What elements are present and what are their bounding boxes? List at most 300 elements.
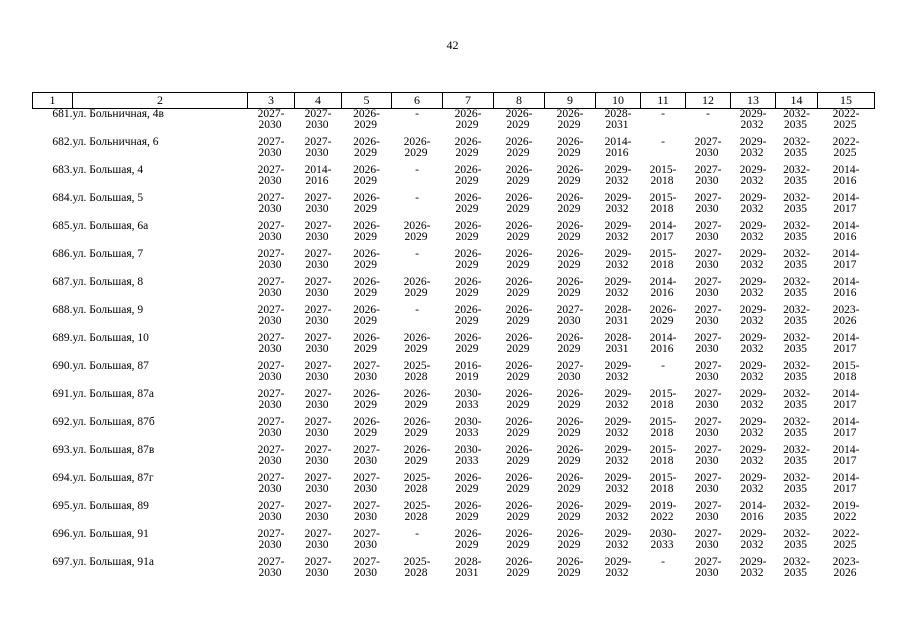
period-end: 2032 — [740, 398, 764, 411]
period-start: 2027- — [257, 415, 285, 428]
period-start: 2032- — [783, 331, 810, 344]
period-cell — [686, 557, 731, 585]
period-cell — [686, 361, 731, 389]
period-start: 2025- — [403, 471, 431, 484]
period-start: 2026- — [403, 135, 431, 148]
period-end: 2032 — [740, 174, 764, 187]
address-cell: ул. Больничная, 4в — [72, 108, 164, 120]
period-start: 2015- — [649, 247, 677, 260]
table-row — [33, 473, 875, 501]
period-cell — [776, 389, 818, 417]
period-end: 2032 — [605, 566, 629, 579]
period-end: 2035 — [784, 510, 807, 523]
period-start: 2029- — [739, 108, 767, 120]
period-cell — [248, 221, 295, 249]
period-cell — [686, 305, 731, 333]
address-cell: ул. Большая, 87 — [72, 359, 149, 372]
period-start: 2027- — [304, 415, 332, 428]
period-end: 2029 — [404, 454, 428, 467]
period-end: 2030 — [258, 454, 282, 467]
period-end: 2032 — [605, 230, 629, 243]
period-cell — [641, 165, 686, 193]
period-cell — [248, 305, 295, 333]
period-cell — [248, 445, 295, 473]
period-end: 2029 — [506, 146, 530, 159]
period-start: 2027- — [694, 303, 722, 316]
period-start: 2026- — [403, 443, 431, 456]
period-end: 2025 — [833, 119, 857, 131]
period-end: 2029 — [506, 370, 530, 383]
period-start: 2026- — [454, 527, 482, 540]
period-start: 2027- — [304, 443, 332, 456]
period-end: 2029 — [506, 342, 530, 355]
period-cell — [818, 445, 875, 473]
period-cell — [295, 221, 342, 249]
table-row — [33, 529, 875, 557]
period-start: 2026- — [556, 415, 584, 428]
period-cell — [494, 473, 545, 501]
period-cell — [392, 221, 443, 249]
period-cell — [818, 389, 875, 417]
address-cell: ул. Большая, 4 — [72, 163, 144, 176]
period-end: 2029 — [455, 174, 479, 187]
period-end: 2030 — [354, 510, 377, 523]
period-end: 2016 — [605, 146, 629, 159]
period-start: 2029- — [739, 247, 767, 260]
period-start: 2014- — [649, 275, 677, 288]
address-cell: ул. Большая, 87в — [72, 443, 155, 456]
period-start: 2015- — [649, 471, 677, 484]
period-end: 2029 — [557, 174, 581, 187]
period-start: 2027- — [694, 247, 722, 260]
period-cell — [545, 501, 596, 529]
period-start: 2022- — [832, 108, 860, 120]
period-cell — [295, 361, 342, 389]
period-start: 2026- — [353, 219, 380, 232]
period-cell — [342, 137, 392, 165]
period-end: 2030 — [258, 370, 282, 383]
period-end: 2018 — [650, 258, 674, 271]
period-cell — [641, 305, 686, 333]
period-start: 2028- — [604, 331, 632, 344]
period-cell — [342, 305, 392, 333]
period-cell — [731, 389, 776, 417]
period-start: 2029- — [604, 555, 632, 568]
period-end: 2029 — [455, 119, 479, 131]
period-end: 2030 — [258, 398, 282, 411]
period-start: 2029- — [604, 499, 632, 512]
period-cell — [295, 333, 342, 361]
address-cell: ул. Большая, 87а — [72, 387, 155, 400]
period-start: 2026- — [505, 499, 533, 512]
period-cell — [776, 557, 818, 585]
period-cell — [545, 473, 596, 501]
period-cell — [731, 557, 776, 585]
period-end: 2017 — [833, 426, 857, 439]
period-cell — [596, 193, 641, 221]
period-start: 2014- — [649, 331, 677, 344]
period-start: 2014- — [832, 191, 860, 204]
period-end: 2029 — [354, 398, 377, 411]
period-start: 2027- — [304, 303, 332, 316]
period-start: 2014- — [832, 219, 860, 232]
period-cell — [776, 361, 818, 389]
period-cell — [494, 137, 545, 165]
period-end: 2029 — [506, 258, 530, 271]
period-start: 2029- — [739, 219, 767, 232]
period-start: 2026- — [454, 275, 482, 288]
table-row — [33, 557, 875, 585]
period-end: 2018 — [833, 370, 857, 383]
period-cell — [545, 333, 596, 361]
period-end: 2030 — [305, 566, 329, 579]
period-start: 2032- — [783, 555, 810, 568]
period-start: 2029- — [739, 303, 767, 316]
period-start: 2026- — [556, 555, 584, 568]
period-start: 2026- — [454, 303, 482, 316]
period-cell — [776, 193, 818, 221]
period-end: 2035 — [784, 566, 807, 579]
table-row — [33, 417, 875, 445]
period-cell — [295, 277, 342, 305]
period-cell — [641, 417, 686, 445]
period-start: 2026- — [556, 247, 584, 260]
row-number: 687. — [52, 275, 73, 288]
period-start: 2029- — [604, 387, 632, 400]
period-cell — [641, 333, 686, 361]
period-end: 2030 — [305, 230, 329, 243]
period-end: 2018 — [650, 202, 674, 215]
period-start: 2027- — [694, 471, 722, 484]
period-cell — [342, 501, 392, 529]
table-header-row — [33, 93, 875, 109]
period-end: 2030 — [305, 454, 329, 467]
period-cell — [248, 557, 295, 585]
period-end: 2030 — [695, 482, 719, 495]
period-end: 2030 — [305, 398, 329, 411]
address-cell: ул. Большая, 6а — [72, 219, 149, 232]
period-cell — [776, 445, 818, 473]
period-cell — [818, 249, 875, 277]
period-start: 2026- — [505, 108, 533, 120]
period-start: 2026- — [556, 275, 584, 288]
table-row — [33, 221, 875, 249]
period-cell — [686, 389, 731, 417]
period-start: 2014- — [832, 387, 860, 400]
period-end: 2029 — [506, 398, 530, 411]
period-cell — [641, 361, 686, 389]
period-end: 2029 — [455, 146, 479, 159]
period-cell — [392, 417, 443, 445]
period-cell — [342, 193, 392, 221]
period-cell — [295, 501, 342, 529]
period-cell — [686, 277, 731, 305]
period-start: 2029- — [739, 163, 767, 176]
period-cell — [818, 221, 875, 249]
period-end: 2030 — [695, 258, 719, 271]
period-cell — [443, 557, 494, 585]
period-end: 2030 — [305, 342, 329, 355]
period-start: 2026- — [403, 415, 431, 428]
period-cell — [443, 109, 494, 137]
period-cell — [295, 417, 342, 445]
period-cell — [392, 249, 443, 277]
period-end: 2030 — [695, 566, 719, 579]
period-cell — [392, 557, 443, 585]
period-start: 2026- — [353, 135, 380, 148]
period-cell — [295, 249, 342, 277]
period-end: 2030 — [305, 202, 329, 215]
period-cell — [818, 473, 875, 501]
period-start: 2027- — [694, 331, 722, 344]
period-end: 2025 — [833, 538, 857, 551]
period-start: 2026- — [505, 471, 533, 484]
period-cell — [494, 109, 545, 137]
period-end: 2029 — [557, 202, 581, 215]
period-start: 2014- — [304, 163, 332, 176]
period-start: 2026- — [353, 303, 380, 316]
period-cell — [776, 501, 818, 529]
period-start: 2027- — [304, 387, 332, 400]
period-start: 2025- — [403, 359, 431, 372]
period-end: 2030 — [258, 119, 282, 131]
period-end: 2035 — [784, 174, 807, 187]
period-end: 2035 — [784, 230, 807, 243]
period-cell — [443, 221, 494, 249]
period-cell — [248, 165, 295, 193]
period-end: 2030 — [557, 314, 581, 327]
period-end: 2016 — [833, 230, 857, 243]
period-start: 2027- — [694, 443, 722, 456]
period-end: 2030 — [258, 482, 282, 495]
period-cell — [641, 137, 686, 165]
period-start: 2029- — [604, 275, 632, 288]
period-cell — [545, 193, 596, 221]
period-start: 2030- — [454, 415, 482, 428]
period-end: 2026 — [833, 314, 857, 327]
period-end: 2032 — [605, 174, 629, 187]
period-start: 2019- — [832, 499, 860, 512]
period-end: 2025 — [833, 146, 857, 159]
period-cell — [731, 193, 776, 221]
period-end: 2018 — [650, 174, 674, 187]
period-cell — [248, 193, 295, 221]
period-cell — [545, 389, 596, 417]
period-end: 2030 — [695, 202, 719, 215]
period-start: - — [706, 108, 710, 120]
period-start: 2027- — [694, 499, 722, 512]
period-end: 2029 — [404, 398, 428, 411]
period-end: 2029 — [557, 426, 581, 439]
period-start: 2027- — [257, 303, 285, 316]
period-start: 2032- — [783, 135, 810, 148]
address-cell: ул. Большая, 87б — [72, 415, 155, 428]
period-start: 2029- — [604, 219, 632, 232]
period-start: 2027- — [257, 443, 285, 456]
period-start: 2029- — [739, 415, 767, 428]
period-start: 2026- — [505, 415, 533, 428]
period-start: 2027- — [304, 108, 332, 120]
period-end: 2035 — [784, 398, 807, 411]
period-end: 2028 — [404, 370, 428, 383]
period-cell — [443, 305, 494, 333]
period-cell — [776, 333, 818, 361]
period-end: 2032 — [740, 119, 764, 131]
period-start: 2027- — [353, 471, 380, 484]
period-cell — [818, 193, 875, 221]
period-start: 2027- — [304, 275, 332, 288]
period-start: 2032- — [783, 108, 810, 120]
column-header: 13 — [731, 93, 776, 109]
period-cell — [641, 109, 686, 137]
period-cell — [342, 165, 392, 193]
period-cell — [545, 417, 596, 445]
period-cell — [248, 529, 295, 557]
period-end: 2035 — [784, 538, 807, 551]
period-end: 2035 — [784, 202, 807, 215]
row-number: 682. — [52, 135, 73, 148]
period-cell — [641, 389, 686, 417]
period-start: 2019- — [649, 499, 677, 512]
period-cell — [248, 109, 295, 137]
period-end: 2030 — [695, 314, 719, 327]
row-number: 689. — [52, 331, 73, 344]
table-row — [33, 333, 875, 361]
period-start: 2026- — [556, 527, 584, 540]
period-cell — [731, 277, 776, 305]
period-cell — [776, 221, 818, 249]
row-number: 693. — [52, 443, 73, 456]
period-start: 2032- — [783, 471, 810, 484]
period-cell — [494, 361, 545, 389]
period-end: 2030 — [305, 119, 329, 131]
table-row — [33, 501, 875, 529]
period-start: 2030- — [454, 443, 482, 456]
period-cell — [494, 417, 545, 445]
column-header: 9 — [545, 93, 596, 109]
period-end: 2029 — [506, 510, 530, 523]
period-cell — [443, 501, 494, 529]
period-end: 2030 — [305, 258, 329, 271]
period-start: 2027- — [257, 359, 285, 372]
period-start: 2026- — [556, 387, 584, 400]
period-start: 2027- — [694, 135, 722, 148]
period-start: 2027- — [257, 108, 285, 120]
period-end: 2029 — [354, 202, 377, 215]
period-start: 2029- — [604, 247, 632, 260]
period-end: 2029 — [404, 230, 428, 243]
period-cell — [641, 277, 686, 305]
row-number: 685. — [52, 219, 73, 232]
period-end: 2029 — [455, 482, 479, 495]
period-start: 2027- — [257, 163, 285, 176]
period-start: 2032- — [783, 359, 810, 372]
period-cell — [818, 501, 875, 529]
period-start: 2022- — [832, 527, 860, 540]
period-cell — [596, 221, 641, 249]
period-end: 2030 — [305, 286, 329, 299]
period-start: 2026- — [505, 303, 533, 316]
period-start: 2029- — [604, 359, 632, 372]
period-start: 2014- — [832, 163, 860, 176]
period-end: 2032 — [740, 202, 764, 215]
period-end: 2033 — [455, 426, 479, 439]
period-cell — [392, 193, 443, 221]
period-cell — [494, 193, 545, 221]
period-end: 2035 — [784, 146, 807, 159]
period-end: 2026 — [833, 566, 857, 579]
period-end: 2029 — [557, 230, 581, 243]
address-cell: ул. Большая, 7 — [72, 247, 144, 260]
period-cell — [295, 473, 342, 501]
period-start: 2027- — [257, 527, 285, 540]
period-start: 2026- — [505, 331, 533, 344]
period-end: 2029 — [650, 314, 674, 327]
period-cell — [443, 445, 494, 473]
period-start: 2032- — [783, 191, 810, 204]
period-start: 2029- — [739, 135, 767, 148]
period-cell — [342, 389, 392, 417]
period-start: 2029- — [739, 191, 767, 204]
period-cell — [545, 137, 596, 165]
period-end: 2032 — [605, 398, 629, 411]
period-cell — [295, 389, 342, 417]
period-start: 2028- — [604, 303, 632, 316]
period-end: 2017 — [833, 398, 857, 411]
period-start: 2027- — [304, 135, 332, 148]
period-start: 2027- — [353, 359, 380, 372]
period-end: 2028 — [404, 566, 428, 579]
period-end: 2030 — [258, 342, 282, 355]
row-number: 692. — [52, 415, 73, 428]
period-end: 2029 — [506, 482, 530, 495]
period-start: 2026- — [556, 191, 584, 204]
period-end: 2033 — [455, 398, 479, 411]
table-row — [33, 165, 875, 193]
table-body — [33, 109, 875, 585]
period-end: 2029 — [404, 286, 428, 299]
period-start: 2026- — [454, 191, 482, 204]
period-cell — [731, 305, 776, 333]
period-start: 2026- — [353, 191, 380, 204]
period-start: 2027- — [694, 219, 722, 232]
period-end: 2032 — [740, 146, 764, 159]
period-cell — [342, 109, 392, 137]
period-start: 2029- — [739, 275, 767, 288]
period-end: 2017 — [833, 342, 857, 355]
period-end: 2029 — [557, 482, 581, 495]
period-end: 2029 — [557, 398, 581, 411]
period-end: 2029 — [557, 342, 581, 355]
period-start: 2014- — [832, 471, 860, 484]
period-start: 2027- — [304, 247, 332, 260]
period-cell — [641, 445, 686, 473]
row-number: 691. — [52, 387, 73, 400]
period-end: 2018 — [650, 398, 674, 411]
period-start: - — [661, 135, 665, 148]
period-start: 2016- — [454, 359, 482, 372]
period-cell — [295, 193, 342, 221]
period-end: 2016 — [833, 286, 857, 299]
period-end: 2035 — [784, 258, 807, 271]
period-start: 2027- — [304, 219, 332, 232]
period-end: 2035 — [784, 286, 807, 299]
period-end: 2032 — [605, 370, 629, 383]
period-end: 2029 — [354, 342, 377, 355]
period-end: 2029 — [506, 174, 530, 187]
period-start: 2014- — [649, 219, 677, 232]
period-cell — [545, 249, 596, 277]
